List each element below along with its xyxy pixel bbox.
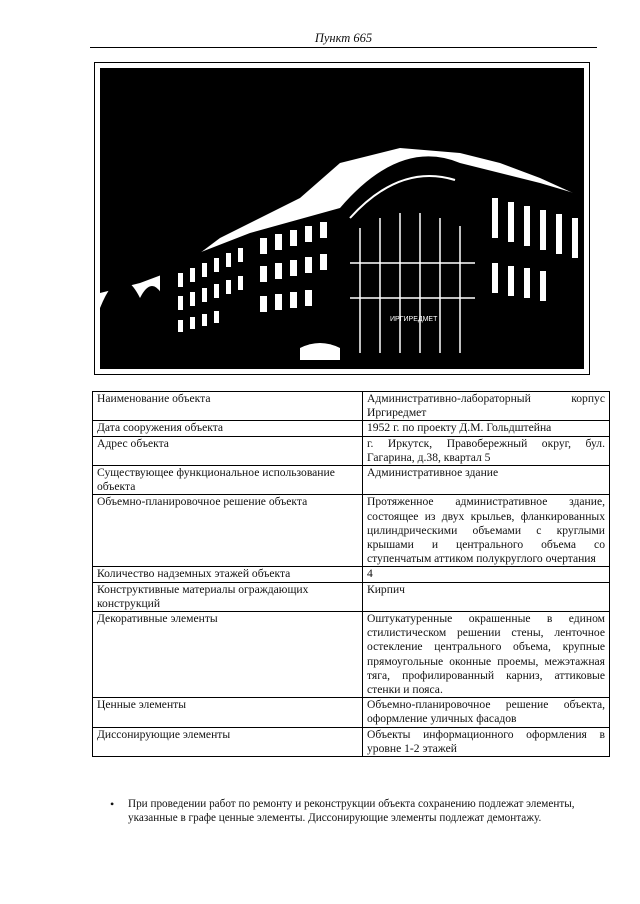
table-row — [93, 392, 610, 421]
row-value: Объекты информационного оформления в уровне 1-2 этажей — [363, 727, 610, 756]
building-photo-image — [100, 68, 584, 369]
row-value: Оштукатуренные окрашенные в едином стилистическом решении стены, ленточное остекление центрального объема, крупные прямоугольные оконные проемы, межэтажная тяга, профилированный карниз, аттиковые стенки и пояса. — [363, 612, 610, 698]
table-row — [93, 727, 610, 756]
notes-list — [110, 797, 580, 825]
row-label: Объемно-планировочное решение объекта — [93, 495, 363, 567]
table-row — [93, 495, 610, 567]
row-label: Дата сооружения объекта — [93, 421, 363, 436]
row-label: Декоративные элементы — [93, 612, 363, 698]
building-photo — [94, 62, 590, 375]
object-info-table — [92, 391, 610, 757]
row-label: Адрес объекта — [93, 436, 363, 465]
row-value: г. Иркутск, Правобережный округ, бул. Гагарина, д.38, квартал 5 — [363, 436, 610, 465]
row-label: Количество надземных этажей объекта — [93, 567, 363, 582]
table-row — [93, 698, 610, 727]
building-sign-text: ИРГИРЕДМЕТ — [390, 316, 438, 323]
row-label: Диссонирующие элементы — [93, 727, 363, 756]
page-header: Пункт 665 — [314, 31, 373, 45]
row-label: Наименование объекта — [93, 392, 363, 421]
table-row — [93, 466, 610, 495]
row-value: Объемно-планировочное решение объекта, оформление уличных фасадов — [363, 698, 610, 727]
header-rule — [90, 47, 597, 48]
bullet-icon: • — [110, 797, 115, 811]
table-row — [93, 436, 610, 465]
row-value: 1952 г. по проекту Д.М. Гольдштейна — [363, 421, 610, 436]
table-row — [93, 612, 610, 698]
row-value: Административно-лабораторный корпус Иргиредмет — [363, 392, 610, 421]
row-label: Ценные элементы — [93, 698, 363, 727]
table-row — [93, 421, 610, 436]
table-row — [93, 582, 610, 611]
note-text: При проведении работ по ремонту и реконструкции объекта сохранению подлежат элементы, указанные в графе ценные элементы. Диссонирующие элементы подлежат демонтажу. — [128, 798, 575, 824]
row-label: Конструктивные материалы ограждающих конструкций — [93, 582, 363, 611]
table-row — [93, 567, 610, 582]
list-item — [110, 797, 580, 825]
row-label: Существующее функциональное использование объекта — [93, 466, 363, 495]
row-value: Кирпич — [363, 582, 610, 611]
row-value: 4 — [363, 567, 610, 582]
row-value: Административное здание — [363, 466, 610, 495]
row-value: Протяженное административное здание, состоящее из двух крыльев, фланкированных цилиндрическими объемами с круглыми крышами и центрального объема со ступенчатым аттиком полукруглого очертания — [363, 495, 610, 567]
